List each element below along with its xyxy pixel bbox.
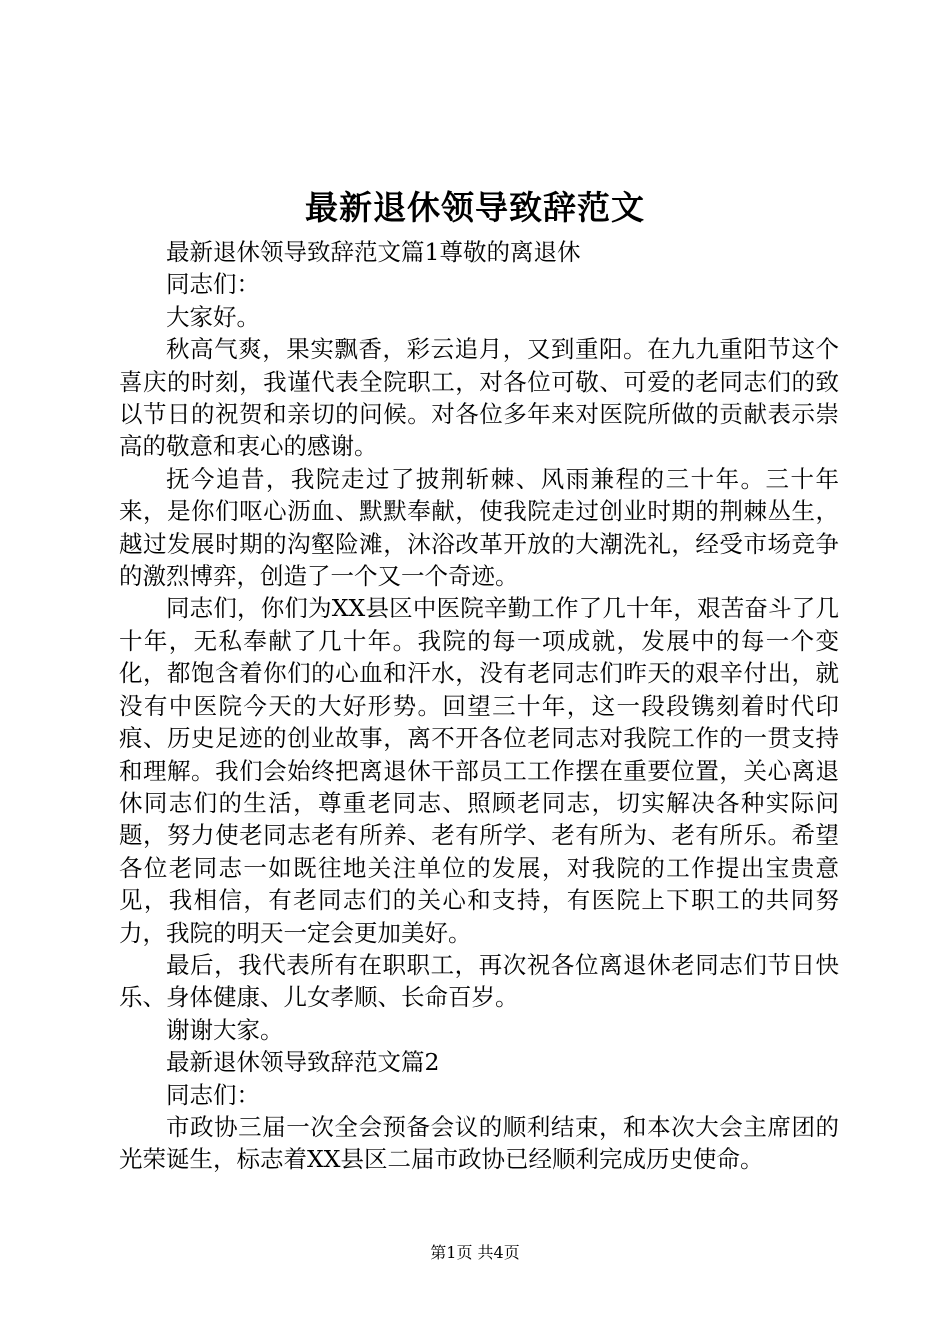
paragraph: 最新退休领导致辞范文篇1尊敬的离退休 bbox=[166, 238, 581, 266]
document-title: 最新退休领导致辞范文 bbox=[305, 188, 645, 227]
paragraph: 谢谢大家。 bbox=[166, 1015, 284, 1044]
paragraph: 同志们： bbox=[166, 1080, 260, 1109]
paragraph: 秋高气爽，果实飘香，彩云追月，又到重阳。在九九重阳节这个喜庆的时刻，我谨代表全院职工，对各位可敬、可爱的老同志们的致以节日的祝贺和亲切的问候。对各位多年来对医院所做的贡献表示崇高的敬意和衷心的感谢。 bbox=[119, 335, 839, 461]
paragraph: 同志们： bbox=[166, 270, 260, 299]
paragraph: 大家好。 bbox=[166, 302, 260, 331]
paragraph: 市政协三届一次全会预备会议的顺利结束，和本次大会主席团的光荣诞生，标志着XX县区二届市政协已经顺利完成历史使命。 bbox=[119, 1112, 839, 1174]
document-body bbox=[119, 236, 839, 1176]
paragraph: 同志们，你们为XX县区中医院辛勤工作了几十年，艰苦奋斗了几十年，无私奉献了几十年。我院的每一项成就，发展中的每一个变化，都饱含着你们的心血和汗水，没有老同志们昨天的艰辛付出，就没有中医院今天的大好形势。回望三十年，这一段段镌刻着时代印痕、历史足迹的创业故事，离不开各位老同志对我院工作的一贯支持和理解。我们会始终把离退休干部员工工作摆在重要位置，关心离退休同志们的生活，尊重老同志、照顾老同志，切实解决各种实际问题，努力使老同志老有所养、老有所学、老有所为、老有所乐。希望各位老同志一如既往地关注单位的发展，对我院的工作提出宝贵意见，我相信，有老同志们的关心和支持，有医院上下职工的共同努力，我院的明天一定会更加美好。 bbox=[119, 594, 839, 947]
paragraph: 最新退休领导致辞范文篇2 bbox=[166, 1048, 440, 1077]
page-number-footer: 第1页 共4页 bbox=[430, 1243, 520, 1262]
paragraph: 抚今追昔，我院走过了披荆斩棘、风雨兼程的三十年。三十年来，是你们呕心沥血、默默奉献，使我院走过创业时期的荆棘丛生，越过发展时期的沟壑险滩，沐浴改革开放的大潮洗礼，经受市场竞争的激烈博弈，创造了一个又一个奇迹。 bbox=[119, 464, 839, 591]
paragraph: 最后，我代表所有在职职工，再次祝各位离退休老同志们节日快乐、身体健康、儿女孝顺、长命百岁。 bbox=[119, 950, 839, 1012]
